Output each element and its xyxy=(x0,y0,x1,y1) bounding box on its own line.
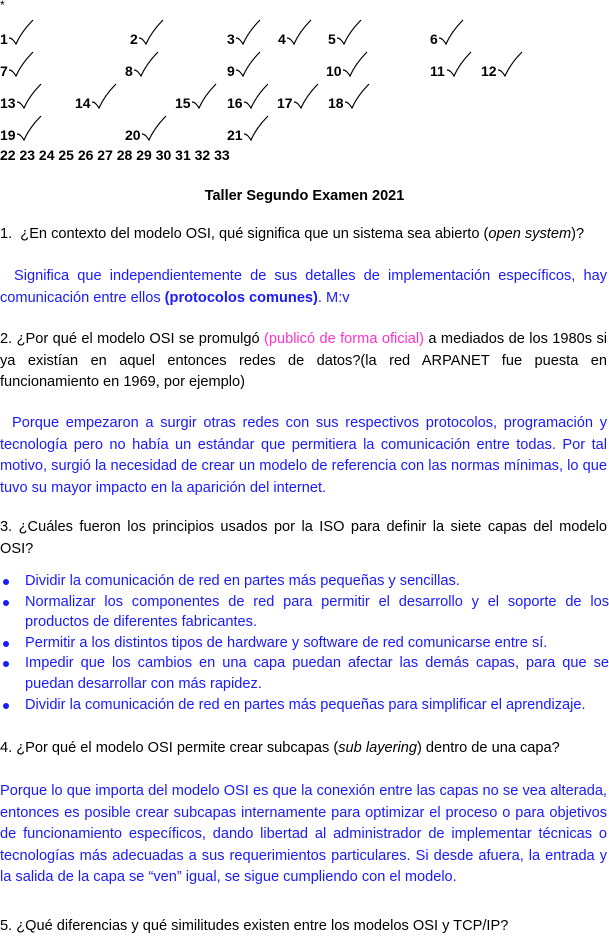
checkmark-icon xyxy=(293,83,319,109)
answer-1-text-b: . M:v xyxy=(317,289,350,306)
question-5: 5. ¿Qué diferencias y qué similitudes existen entre los modelos OSI y TCP/IP? xyxy=(0,918,509,934)
question-4-text-b: ) dentro de una capa? xyxy=(416,740,560,756)
tally-number: 2 xyxy=(130,31,138,47)
tally-number: 4 xyxy=(278,31,286,47)
question-3: 3. ¿Cuáles fueron los principios usados por la ISO para definir la siete capas del modelo OSI? xyxy=(0,519,607,557)
checkmark-icon xyxy=(243,83,269,109)
checkmark-icon xyxy=(138,19,164,45)
corner-asterisk: * xyxy=(0,0,5,12)
document-title: Taller Segundo Examen 2021 xyxy=(204,188,405,204)
tally-number: 7 xyxy=(0,63,8,79)
answer-1-bold: (protocolos comunes) xyxy=(164,289,318,306)
answer-4: Porque lo que importa del modelo OSI es que la conexión entre las capas no se vea alterada, entonces es posible crear subcapas internamente para optimizar el proceso o para objetivos de funcionamiento específicos, dando libertad al administrador de implementar técnicas o tecnologías más adecuadas a sus requerimientos particulares. Si desde afuera, la entrada y la salida de la capa se “ven” igual, se sigue cumpliendo con el modelo. xyxy=(0,783,607,885)
answer-1 xyxy=(0,266,607,309)
checkmark-icon xyxy=(133,51,159,77)
tally-number: 14 xyxy=(75,95,91,111)
tally-number: 15 xyxy=(175,95,191,111)
question-1-text-b: )? xyxy=(571,226,585,242)
tally-number: 1 xyxy=(0,31,8,47)
tally-number: 10 xyxy=(326,63,342,79)
question-4 xyxy=(0,738,607,760)
checkmark-icon xyxy=(344,83,370,109)
checkmark-icon xyxy=(336,19,362,45)
checkmark-icon xyxy=(497,51,523,77)
checkmark-icon xyxy=(438,19,464,45)
question-1 xyxy=(0,224,607,246)
tally-number: 11 xyxy=(430,63,445,79)
checkmark-icon xyxy=(8,19,34,45)
tally-number: 3 xyxy=(227,31,235,47)
question-2 xyxy=(0,329,607,394)
tally-number: 6 xyxy=(430,31,438,47)
answer-3-item: Permitir a los distintos tipos de hardware y software de red comunicarse entre sí. xyxy=(0,633,609,654)
answer-3-item: Dividir la comunicación de red en partes más pequeñas y sencillas. xyxy=(0,571,609,592)
tally-number: 17 xyxy=(277,95,293,111)
question-2-pink: (publicó de forma oficial) xyxy=(263,331,425,347)
question-4-text-a: 4. ¿Por qué el modelo OSI permite crear subcapas ( xyxy=(0,740,339,756)
answer-2: Porque empezaron a surgir otras redes con sus respectivos protocolos, programación y tecnología pero no había un estándar que permitiera la comunicación entre todas. Por tal motivo, surgió la necesidad de crear un modelo de referencia con las normas mínimas, lo que tuvo su mayor impacto en la aparición del internet. xyxy=(0,415,607,496)
tally-number: 13 xyxy=(0,95,16,111)
tally-number: 16 xyxy=(227,95,243,111)
answer-3-item: Normalizar los componentes de red para permitir el desarrollo y el soporte de los productos de diferentes fabricantes. xyxy=(0,592,609,633)
checkmark-icon xyxy=(243,115,269,141)
question-2-text-a: 2. ¿Por qué el modelo OSI se promulgó xyxy=(0,331,264,347)
tally-number: 8 xyxy=(125,63,133,79)
checkmark-icon xyxy=(235,19,261,45)
tally-number: 9 xyxy=(227,63,235,79)
unchecked-numbers-row: 22 23 24 25 26 27 28 29 30 31 32 33 xyxy=(0,147,230,163)
tally-number: 21 xyxy=(227,127,243,143)
tally-number: 19 xyxy=(0,127,16,143)
tally-number: 5 xyxy=(328,31,336,47)
question-2-text-b: a mediados de los 1980s si ya existían en aquel entonces redes de datos?(la red ARPANET fue puesta en funcionamiento en 1969, por ejemplo) xyxy=(0,331,608,390)
checkmark-icon xyxy=(342,51,368,77)
checkmark-icon xyxy=(286,19,312,45)
checkmark-icon xyxy=(235,51,261,77)
tally-number: 20 xyxy=(125,127,141,143)
question-4-italic: sub layering xyxy=(338,740,417,756)
checkmark-icon xyxy=(141,115,167,141)
checkmark-icon xyxy=(446,51,472,77)
checkmark-icon xyxy=(16,115,42,141)
question-1-number: 1. xyxy=(0,226,13,242)
checkmark-icon xyxy=(91,83,117,109)
tally-number: 12 xyxy=(481,63,497,79)
checkmark-icon xyxy=(8,51,34,77)
checkmark-icon xyxy=(191,83,217,109)
answer-3-item: Impedir que los cambios en una capa puedan afectar las demás capas, para que se puedan desarrollar con más rapidez. xyxy=(0,653,609,694)
question-1-italic: open system xyxy=(488,226,572,242)
answer-3-list xyxy=(0,571,609,715)
question-1-text-a: ¿En contexto del modelo OSI, qué significa que un sistema sea abierto ( xyxy=(20,226,489,242)
checkmark-icon xyxy=(16,83,42,109)
answer-1-text-a: Significa que independientemente de sus detalles de implementación específicos, hay comunicación entre ellos xyxy=(0,268,607,306)
tally-number: 18 xyxy=(328,95,344,111)
answer-3-item: Dividir la comunicación de red en partes más pequeñas para simplificar el aprendizaje. xyxy=(0,695,609,716)
